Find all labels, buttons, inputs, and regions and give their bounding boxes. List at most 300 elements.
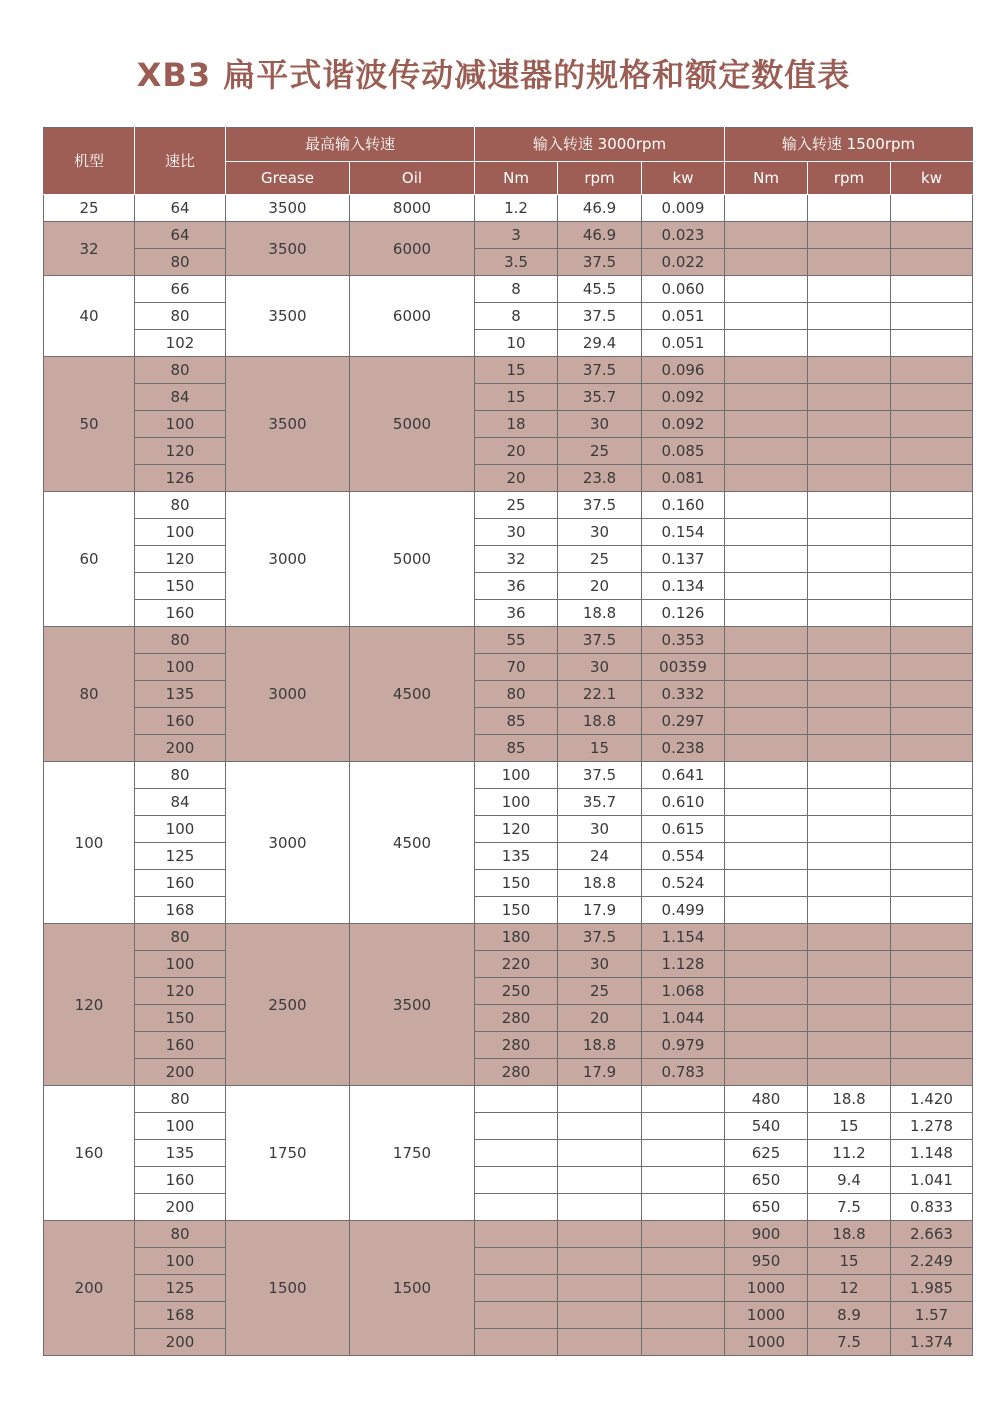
ratio-cell: 200: [135, 1059, 226, 1086]
ratio-cell: 200: [135, 1329, 226, 1356]
kw-3000-cell: 0.499: [642, 897, 725, 924]
torque-1500-cell: [725, 546, 808, 573]
kw-3000-cell: [642, 1221, 725, 1248]
kw-1500-cell: [891, 357, 973, 384]
kw-1500-cell: 1.985: [891, 1275, 973, 1302]
rpm-1500-cell: [808, 708, 891, 735]
torque-1500-cell: [725, 708, 808, 735]
kw-1500-cell: 1.278: [891, 1113, 973, 1140]
kw-1500-cell: [891, 492, 973, 519]
grease-speed-cell: 3500: [226, 276, 350, 357]
torque-3000-cell: 280: [475, 1059, 558, 1086]
table-row: [44, 249, 973, 276]
kw-3000-cell: 0.081: [642, 465, 725, 492]
page-title: XB3 扁平式谐波传动减速器的规格和额定数值表: [136, 56, 851, 94]
kw-1500-cell: [891, 762, 973, 789]
rpm-1500-cell: 18.8: [808, 1086, 891, 1113]
table-row: [44, 1194, 973, 1221]
oil-speed-cell: 3500: [350, 924, 475, 1086]
kw-3000-cell: 0.332: [642, 681, 725, 708]
torque-1500-cell: [725, 789, 808, 816]
kw-3000-cell: [642, 1329, 725, 1356]
rpm-3000-cell: 46.9: [558, 222, 642, 249]
kw-1500-cell: [891, 1059, 973, 1086]
ratio-cell: 135: [135, 681, 226, 708]
kw-3000-cell: 0.126: [642, 600, 725, 627]
kw-3000-cell: 0.641: [642, 762, 725, 789]
rpm-1500-cell: [808, 195, 891, 222]
kw-1500-cell: 1.041: [891, 1167, 973, 1194]
table-row: [44, 627, 973, 654]
rpm-1500-cell: [808, 924, 891, 951]
table-row: [44, 1275, 973, 1302]
rpm-1500-cell: [808, 438, 891, 465]
kw-1500-cell: [891, 303, 973, 330]
torque-1500-cell: [725, 843, 808, 870]
rpm-1500-cell: [808, 951, 891, 978]
kw-1500-cell: [891, 546, 973, 573]
table-row: [44, 1140, 973, 1167]
kw-3000-cell: [642, 1086, 725, 1113]
torque-1500-cell: [725, 195, 808, 222]
torque-1500-cell: [725, 465, 808, 492]
torque-1500-cell: 1000: [725, 1302, 808, 1329]
torque-1500-cell: [725, 276, 808, 303]
rpm-1500-cell: 15: [808, 1248, 891, 1275]
torque-1500-cell: [725, 951, 808, 978]
kw-3000-cell: 0.009: [642, 195, 725, 222]
torque-3000-cell: 150: [475, 897, 558, 924]
kw-3000-cell: 0.554: [642, 843, 725, 870]
rpm-3000-cell: 30: [558, 411, 642, 438]
rpm-3000-cell: 30: [558, 519, 642, 546]
kw-1500-cell: [891, 1032, 973, 1059]
torque-3000-cell: 20: [475, 465, 558, 492]
torque-3000-cell: 55: [475, 627, 558, 654]
torque-1500-cell: [725, 357, 808, 384]
torque-1500-cell: [725, 222, 808, 249]
torque-1500-cell: [725, 816, 808, 843]
torque-3000-cell: [475, 1167, 558, 1194]
kw-1500-cell: [891, 384, 973, 411]
table-row: [44, 816, 973, 843]
ratio-cell: 100: [135, 951, 226, 978]
table-row: [44, 195, 973, 222]
torque-1500-cell: [725, 438, 808, 465]
kw-1500-cell: [891, 843, 973, 870]
table-row: [44, 897, 973, 924]
rpm-3000-cell: 17.9: [558, 1059, 642, 1086]
rpm-1500-cell: 12: [808, 1275, 891, 1302]
rpm-3000-cell: 18.8: [558, 708, 642, 735]
rpm-3000-cell: 37.5: [558, 249, 642, 276]
kw-1500-cell: [891, 816, 973, 843]
torque-1500-cell: [725, 411, 808, 438]
header-oil: Oil: [350, 161, 475, 195]
model-cell: 25: [44, 195, 135, 222]
table-row: [44, 330, 973, 357]
table-row: [44, 519, 973, 546]
kw-3000-cell: 1.068: [642, 978, 725, 1005]
rpm-3000-cell: [558, 1194, 642, 1221]
header-1500-nm: Nm: [725, 161, 808, 195]
table-row: [44, 546, 973, 573]
rpm-3000-cell: 35.7: [558, 384, 642, 411]
table-row: [44, 1167, 973, 1194]
torque-1500-cell: [725, 600, 808, 627]
kw-1500-cell: [891, 951, 973, 978]
torque-1500-cell: [725, 249, 808, 276]
rpm-1500-cell: [808, 789, 891, 816]
rpm-3000-cell: [558, 1086, 642, 1113]
rpm-3000-cell: [558, 1140, 642, 1167]
torque-1500-cell: 625: [725, 1140, 808, 1167]
ratio-cell: 125: [135, 843, 226, 870]
kw-1500-cell: [891, 222, 973, 249]
rpm-3000-cell: 25: [558, 978, 642, 1005]
ratio-cell: 100: [135, 519, 226, 546]
torque-3000-cell: [475, 1140, 558, 1167]
kw-3000-cell: 1.128: [642, 951, 725, 978]
oil-speed-cell: 4500: [350, 762, 475, 924]
torque-3000-cell: 20: [475, 438, 558, 465]
kw-1500-cell: [891, 1005, 973, 1032]
kw-1500-cell: [891, 465, 973, 492]
rpm-1500-cell: 15: [808, 1113, 891, 1140]
torque-1500-cell: 540: [725, 1113, 808, 1140]
model-cell: 50: [44, 357, 135, 492]
ratio-cell: 80: [135, 357, 226, 384]
rpm-1500-cell: [808, 546, 891, 573]
table-row: [44, 411, 973, 438]
torque-3000-cell: 30: [475, 519, 558, 546]
ratio-cell: 100: [135, 816, 226, 843]
ratio-cell: 160: [135, 1167, 226, 1194]
table-body: [44, 195, 973, 1356]
torque-3000-cell: 100: [475, 762, 558, 789]
kw-1500-cell: 1.420: [891, 1086, 973, 1113]
rpm-1500-cell: [808, 276, 891, 303]
ratio-cell: 150: [135, 573, 226, 600]
rpm-3000-cell: 35.7: [558, 789, 642, 816]
ratio-cell: 160: [135, 870, 226, 897]
table-row: [44, 222, 973, 249]
table-row: [44, 357, 973, 384]
grease-speed-cell: 1750: [226, 1086, 350, 1221]
torque-1500-cell: [725, 573, 808, 600]
rpm-1500-cell: [808, 897, 891, 924]
torque-3000-cell: 280: [475, 1005, 558, 1032]
rpm-1500-cell: [808, 762, 891, 789]
rpm-1500-cell: 18.8: [808, 1221, 891, 1248]
torque-1500-cell: 650: [725, 1194, 808, 1221]
header-input-3000: 输入转速 3000rpm: [475, 128, 725, 162]
rpm-1500-cell: [808, 600, 891, 627]
kw-1500-cell: 2.249: [891, 1248, 973, 1275]
kw-3000-cell: 0.092: [642, 411, 725, 438]
model-cell: 160: [44, 1086, 135, 1221]
torque-3000-cell: 220: [475, 951, 558, 978]
torque-3000-cell: 15: [475, 384, 558, 411]
table-row: [44, 465, 973, 492]
oil-speed-cell: 4500: [350, 627, 475, 762]
oil-speed-cell: 5000: [350, 357, 475, 492]
torque-1500-cell: [725, 654, 808, 681]
rpm-1500-cell: [808, 492, 891, 519]
torque-3000-cell: 3.5: [475, 249, 558, 276]
torque-3000-cell: 8: [475, 276, 558, 303]
kw-3000-cell: 0.238: [642, 735, 725, 762]
table-row: [44, 951, 973, 978]
rpm-1500-cell: [808, 573, 891, 600]
rpm-3000-cell: [558, 1113, 642, 1140]
torque-1500-cell: 1000: [725, 1329, 808, 1356]
oil-speed-cell: 5000: [350, 492, 475, 627]
ratio-cell: 120: [135, 438, 226, 465]
rpm-3000-cell: [558, 1329, 642, 1356]
ratio-cell: 80: [135, 1086, 226, 1113]
kw-1500-cell: 2.663: [891, 1221, 973, 1248]
rpm-3000-cell: [558, 1167, 642, 1194]
rpm-3000-cell: 18.8: [558, 600, 642, 627]
kw-1500-cell: [891, 681, 973, 708]
oil-speed-cell: 1500: [350, 1221, 475, 1356]
torque-3000-cell: 25: [475, 492, 558, 519]
kw-3000-cell: 0.060: [642, 276, 725, 303]
rpm-1500-cell: [808, 519, 891, 546]
grease-speed-cell: 3500: [226, 357, 350, 492]
torque-3000-cell: 85: [475, 735, 558, 762]
grease-speed-cell: 2500: [226, 924, 350, 1086]
table-row: [44, 1113, 973, 1140]
ratio-cell: 64: [135, 195, 226, 222]
ratio-cell: 80: [135, 303, 226, 330]
rpm-3000-cell: 46.9: [558, 195, 642, 222]
kw-3000-cell: 00359: [642, 654, 725, 681]
rpm-1500-cell: [808, 330, 891, 357]
header-1500-rpm: rpm: [808, 161, 891, 195]
rpm-3000-cell: 15: [558, 735, 642, 762]
kw-1500-cell: [891, 627, 973, 654]
kw-1500-cell: [891, 519, 973, 546]
ratio-cell: 80: [135, 627, 226, 654]
torque-1500-cell: [725, 924, 808, 951]
grease-speed-cell: 3500: [226, 222, 350, 276]
rpm-1500-cell: [808, 735, 891, 762]
torque-1500-cell: 650: [725, 1167, 808, 1194]
table-row: [44, 1248, 973, 1275]
torque-1500-cell: [725, 492, 808, 519]
header-3000-kw: kw: [642, 161, 725, 195]
kw-3000-cell: 0.051: [642, 303, 725, 330]
grease-speed-cell: 3000: [226, 627, 350, 762]
rpm-1500-cell: [808, 303, 891, 330]
torque-1500-cell: [725, 762, 808, 789]
ratio-cell: 100: [135, 654, 226, 681]
kw-1500-cell: [891, 411, 973, 438]
rpm-1500-cell: [808, 1005, 891, 1032]
ratio-cell: 64: [135, 222, 226, 249]
rpm-3000-cell: 20: [558, 573, 642, 600]
rpm-3000-cell: 45.5: [558, 276, 642, 303]
rpm-3000-cell: 37.5: [558, 492, 642, 519]
ratio-cell: 66: [135, 276, 226, 303]
rpm-3000-cell: 37.5: [558, 357, 642, 384]
ratio-cell: 80: [135, 762, 226, 789]
torque-3000-cell: 8: [475, 303, 558, 330]
rpm-1500-cell: [808, 384, 891, 411]
rpm-3000-cell: [558, 1248, 642, 1275]
kw-3000-cell: 0.085: [642, 438, 725, 465]
oil-speed-cell: 6000: [350, 222, 475, 276]
rpm-3000-cell: [558, 1302, 642, 1329]
kw-3000-cell: 0.297: [642, 708, 725, 735]
kw-3000-cell: 0.051: [642, 330, 725, 357]
ratio-cell: 150: [135, 1005, 226, 1032]
kw-1500-cell: [891, 276, 973, 303]
torque-1500-cell: [725, 330, 808, 357]
ratio-cell: 120: [135, 978, 226, 1005]
torque-1500-cell: 950: [725, 1248, 808, 1275]
model-cell: 120: [44, 924, 135, 1086]
kw-3000-cell: [642, 1302, 725, 1329]
rpm-1500-cell: [808, 978, 891, 1005]
kw-3000-cell: [642, 1248, 725, 1275]
header-ratio: 速比: [135, 128, 226, 195]
torque-1500-cell: [725, 1032, 808, 1059]
torque-3000-cell: [475, 1275, 558, 1302]
rpm-1500-cell: [808, 816, 891, 843]
ratio-cell: 100: [135, 411, 226, 438]
rpm-3000-cell: 18.8: [558, 1032, 642, 1059]
kw-3000-cell: 0.353: [642, 627, 725, 654]
torque-1500-cell: [725, 384, 808, 411]
rpm-1500-cell: [808, 870, 891, 897]
kw-3000-cell: 0.979: [642, 1032, 725, 1059]
rpm-3000-cell: 18.8: [558, 870, 642, 897]
kw-1500-cell: [891, 978, 973, 1005]
torque-1500-cell: [725, 627, 808, 654]
rpm-1500-cell: [808, 411, 891, 438]
torque-3000-cell: 18: [475, 411, 558, 438]
model-cell: 80: [44, 627, 135, 762]
kw-3000-cell: 0.524: [642, 870, 725, 897]
rpm-1500-cell: [808, 1032, 891, 1059]
table-row: [44, 1032, 973, 1059]
ratio-cell: 80: [135, 492, 226, 519]
model-cell: 40: [44, 276, 135, 357]
torque-3000-cell: 15: [475, 357, 558, 384]
table-row: [44, 1221, 973, 1248]
kw-1500-cell: 1.57: [891, 1302, 973, 1329]
header-3000-rpm: rpm: [558, 161, 642, 195]
table-row: [44, 384, 973, 411]
rpm-1500-cell: [808, 357, 891, 384]
table-row: [44, 1329, 973, 1356]
rpm-1500-cell: [808, 654, 891, 681]
oil-speed-cell: 1750: [350, 1086, 475, 1221]
rpm-1500-cell: 7.5: [808, 1329, 891, 1356]
kw-3000-cell: 0.023: [642, 222, 725, 249]
grease-speed-cell: 3500: [226, 195, 350, 222]
ratio-cell: 80: [135, 1221, 226, 1248]
table-row: [44, 303, 973, 330]
rpm-1500-cell: [808, 222, 891, 249]
rpm-1500-cell: 9.4: [808, 1167, 891, 1194]
kw-1500-cell: 1.148: [891, 1140, 973, 1167]
rpm-1500-cell: 8.9: [808, 1302, 891, 1329]
model-cell: 32: [44, 222, 135, 276]
kw-3000-cell: [642, 1275, 725, 1302]
table-row: [44, 654, 973, 681]
torque-3000-cell: 85: [475, 708, 558, 735]
rpm-3000-cell: 37.5: [558, 924, 642, 951]
model-cell: 100: [44, 762, 135, 924]
kw-3000-cell: [642, 1194, 725, 1221]
kw-1500-cell: [891, 708, 973, 735]
grease-speed-cell: 1500: [226, 1221, 350, 1356]
table-row: [44, 789, 973, 816]
ratio-cell: 102: [135, 330, 226, 357]
torque-3000-cell: [475, 1329, 558, 1356]
table-row: [44, 600, 973, 627]
table-row: [44, 762, 973, 789]
torque-3000-cell: 135: [475, 843, 558, 870]
torque-3000-cell: 10: [475, 330, 558, 357]
torque-3000-cell: 32: [475, 546, 558, 573]
torque-3000-cell: 280: [475, 1032, 558, 1059]
rpm-1500-cell: [808, 465, 891, 492]
kw-3000-cell: 0.137: [642, 546, 725, 573]
rpm-1500-cell: 7.5: [808, 1194, 891, 1221]
ratio-cell: 126: [135, 465, 226, 492]
kw-1500-cell: [891, 573, 973, 600]
torque-1500-cell: 900: [725, 1221, 808, 1248]
model-cell: 200: [44, 1221, 135, 1356]
kw-3000-cell: 0.022: [642, 249, 725, 276]
kw-1500-cell: [891, 897, 973, 924]
ratio-cell: 160: [135, 708, 226, 735]
kw-3000-cell: 0.783: [642, 1059, 725, 1086]
torque-3000-cell: 1.2: [475, 195, 558, 222]
torque-1500-cell: [725, 978, 808, 1005]
table-row: [44, 1302, 973, 1329]
header-max-input-speed: 最高输入转速: [226, 128, 475, 162]
kw-3000-cell: 0.134: [642, 573, 725, 600]
kw-1500-cell: [891, 249, 973, 276]
kw-1500-cell: [891, 789, 973, 816]
ratio-cell: 125: [135, 1275, 226, 1302]
torque-3000-cell: 3: [475, 222, 558, 249]
ratio-cell: 168: [135, 897, 226, 924]
table-header: [44, 128, 973, 195]
torque-3000-cell: 36: [475, 600, 558, 627]
table-row: [44, 735, 973, 762]
oil-speed-cell: 6000: [350, 276, 475, 357]
kw-1500-cell: 0.833: [891, 1194, 973, 1221]
ratio-cell: 100: [135, 1248, 226, 1275]
torque-3000-cell: 80: [475, 681, 558, 708]
oil-speed-cell: 8000: [350, 195, 475, 222]
rpm-3000-cell: 37.5: [558, 303, 642, 330]
torque-3000-cell: 36: [475, 573, 558, 600]
ratio-cell: 200: [135, 735, 226, 762]
rpm-3000-cell: 17.9: [558, 897, 642, 924]
ratio-cell: 135: [135, 1140, 226, 1167]
rpm-3000-cell: 22.1: [558, 681, 642, 708]
torque-3000-cell: 120: [475, 816, 558, 843]
rpm-3000-cell: [558, 1221, 642, 1248]
